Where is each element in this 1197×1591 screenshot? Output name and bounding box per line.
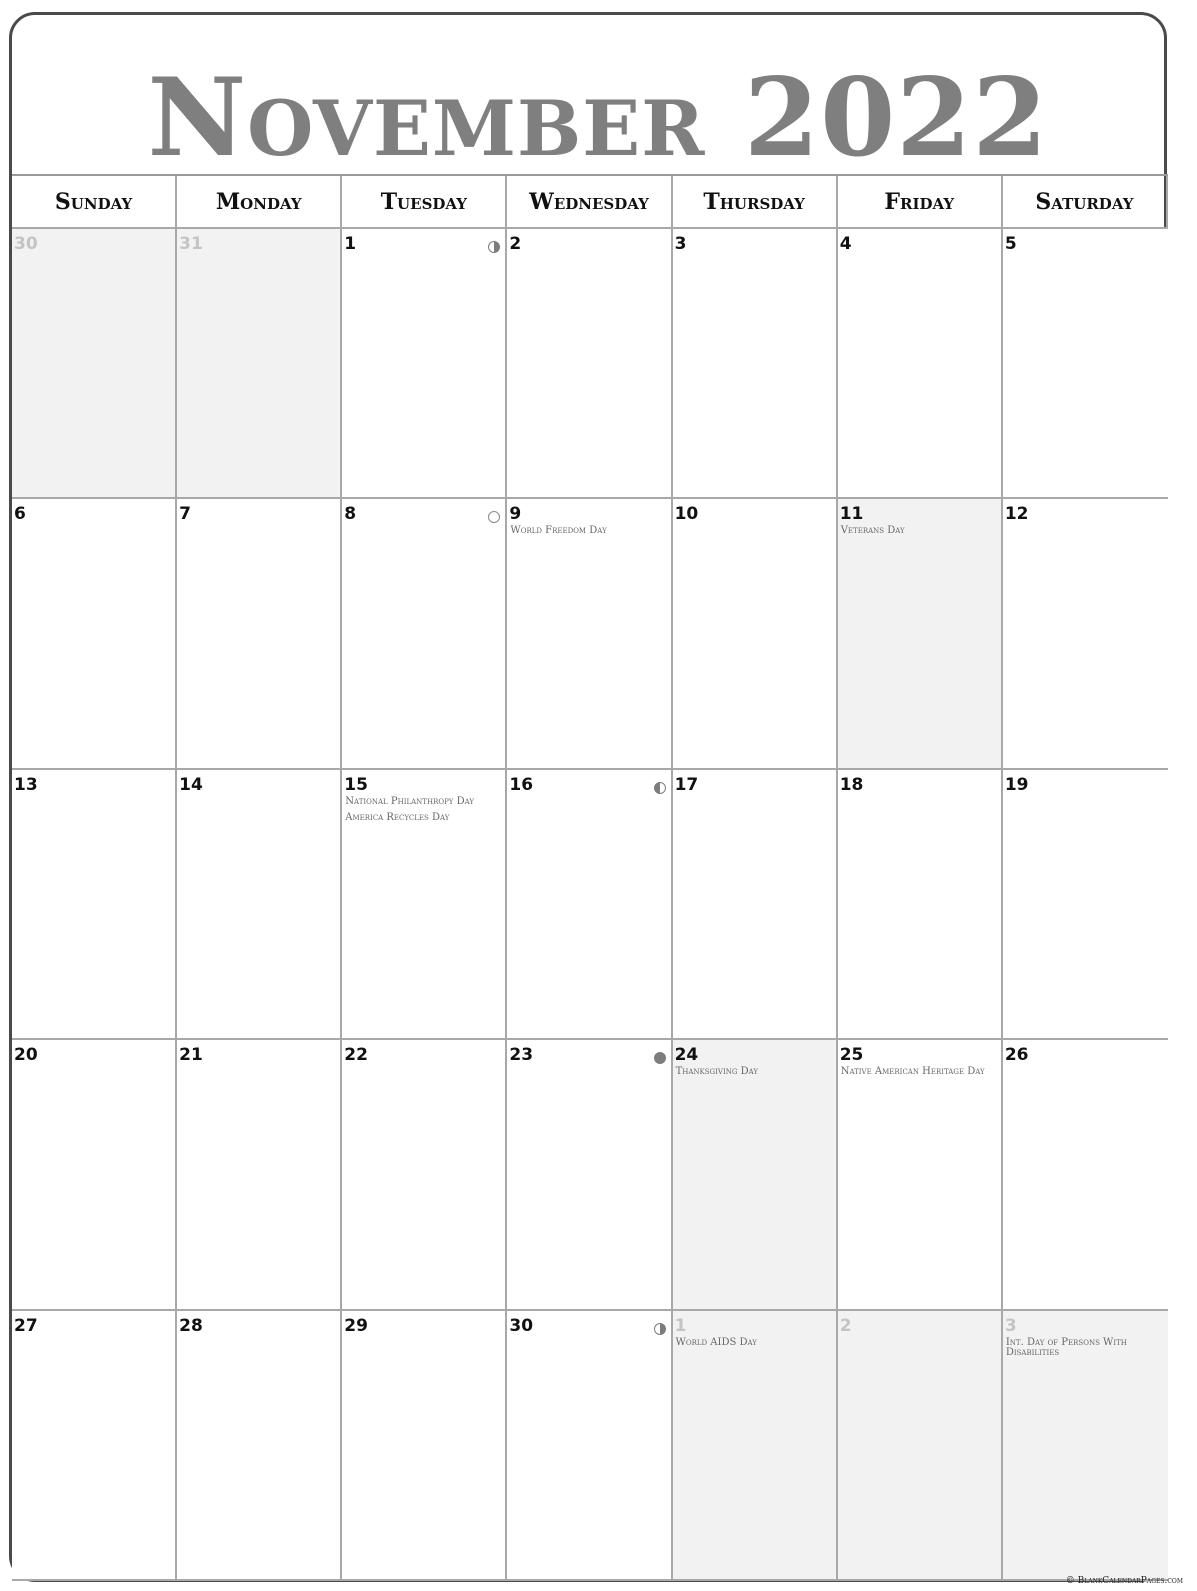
day-cell[interactable] [177, 229, 342, 499]
day-number: 2 [509, 234, 522, 254]
day-cell[interactable] [838, 229, 1003, 499]
day-number: 11 [839, 504, 864, 525]
day-number: 1 [674, 1315, 687, 1336]
day-cell[interactable] [342, 229, 507, 499]
day-cell[interactable] [507, 770, 672, 1040]
day-cell[interactable] [12, 1040, 177, 1310]
day-number: 10 [674, 504, 699, 525]
day-cell[interactable] [673, 499, 838, 769]
day-cell[interactable] [507, 229, 672, 499]
day-number: 4 [839, 234, 852, 254]
day-number: 1 [344, 234, 357, 254]
event-label: World AIDS Day [675, 1336, 757, 1348]
event-label: National Philanthropy Day [345, 795, 475, 807]
first-quarter-moon-icon [488, 241, 500, 253]
day-cell[interactable] [177, 1040, 342, 1310]
event-list [1006, 1338, 1166, 1358]
day-number: 17 [674, 774, 699, 795]
day-number: 7 [179, 504, 191, 525]
event-label: World Freedom Day [510, 525, 607, 537]
day-number: 9 [509, 504, 522, 525]
day-cell[interactable] [342, 1311, 507, 1581]
full-moon-icon [488, 511, 500, 523]
day-number: 25 [839, 1045, 864, 1066]
day-cell[interactable] [507, 499, 672, 769]
event-list [841, 526, 999, 542]
day-cell[interactable] [342, 499, 507, 769]
day-cell[interactable] [12, 229, 177, 499]
day-number: 12 [1004, 504, 1029, 525]
event-list [345, 797, 503, 829]
day-cell[interactable] [177, 499, 342, 769]
day-cell[interactable] [1003, 499, 1168, 769]
day-number: 21 [179, 1045, 203, 1066]
event-label: Thanksgiving Day [675, 1066, 759, 1078]
new-moon-icon [654, 1052, 666, 1064]
day-number: 31 [179, 234, 203, 254]
event-list [676, 1067, 834, 1083]
day-cell[interactable] [342, 770, 507, 1040]
day-number: 3 [674, 234, 687, 254]
weekday-header-tuesday: Tuesday [342, 176, 507, 229]
weekday-header-sunday: Sunday [12, 176, 177, 229]
day-number: 14 [179, 774, 203, 795]
day-number: 6 [14, 504, 26, 525]
day-cell[interactable] [12, 1311, 177, 1581]
event-list [676, 1338, 834, 1354]
day-cell[interactable] [838, 1311, 1003, 1581]
calendar-grid [12, 174, 1168, 1581]
day-cell[interactable] [507, 1311, 672, 1581]
day-cell[interactable] [1003, 770, 1168, 1040]
day-number: 3 [1004, 1315, 1017, 1336]
day-cell[interactable] [838, 770, 1003, 1040]
weekday-header-monday: Monday [177, 176, 342, 229]
day-cell[interactable] [507, 1040, 672, 1310]
day-cell[interactable] [12, 770, 177, 1040]
copyright-text: © BlankCalendarPages.com [1065, 1576, 1183, 1586]
day-cell[interactable] [177, 770, 342, 1040]
day-cell[interactable] [673, 229, 838, 499]
day-number: 16 [509, 774, 534, 795]
day-number: 27 [14, 1315, 38, 1336]
day-cell[interactable] [12, 499, 177, 769]
day-cell[interactable] [838, 499, 1003, 769]
event-label: Veterans Day [840, 525, 905, 537]
day-cell[interactable] [1003, 229, 1168, 499]
weekday-header-thursday: Thursday [673, 176, 838, 229]
event-label: Int. Day of Persons With Disabilities [1005, 1336, 1127, 1358]
day-number: 29 [344, 1315, 368, 1336]
day-number: 23 [509, 1045, 534, 1066]
day-cell[interactable] [1003, 1311, 1168, 1581]
day-number: 19 [1004, 774, 1029, 795]
day-cell[interactable] [838, 1040, 1003, 1310]
weekday-header-friday: Friday [838, 176, 1003, 229]
day-number: 13 [14, 774, 38, 795]
day-number: 18 [839, 774, 864, 795]
event-list [510, 526, 668, 542]
day-number: 30 [14, 234, 38, 254]
day-cell[interactable] [673, 1311, 838, 1581]
day-number: 8 [344, 504, 357, 525]
first-quarter-moon-icon [654, 1323, 666, 1335]
day-number: 24 [674, 1045, 699, 1066]
day-cell[interactable] [673, 770, 838, 1040]
page-title: November 2022 [147, 55, 1049, 181]
event-list [841, 1067, 999, 1083]
day-number: 26 [1004, 1045, 1029, 1066]
last-quarter-moon-icon [654, 782, 666, 794]
day-number: 2 [839, 1315, 852, 1336]
day-number: 22 [344, 1045, 368, 1066]
day-cell[interactable] [342, 1040, 507, 1310]
weekday-header-wednesday: Wednesday [507, 176, 672, 229]
day-number: 5 [1004, 234, 1017, 254]
event-label: Native American Heritage Day [840, 1066, 985, 1078]
day-number: 28 [179, 1315, 203, 1336]
day-number: 20 [14, 1045, 38, 1066]
day-number: 15 [344, 774, 368, 795]
day-cell[interactable] [177, 1311, 342, 1581]
day-number: 30 [509, 1315, 534, 1336]
day-cell[interactable] [1003, 1040, 1168, 1310]
weekday-header-saturday: Saturday [1003, 176, 1168, 229]
event-label: America Recycles Day [345, 811, 450, 823]
day-cell[interactable] [673, 1040, 838, 1310]
